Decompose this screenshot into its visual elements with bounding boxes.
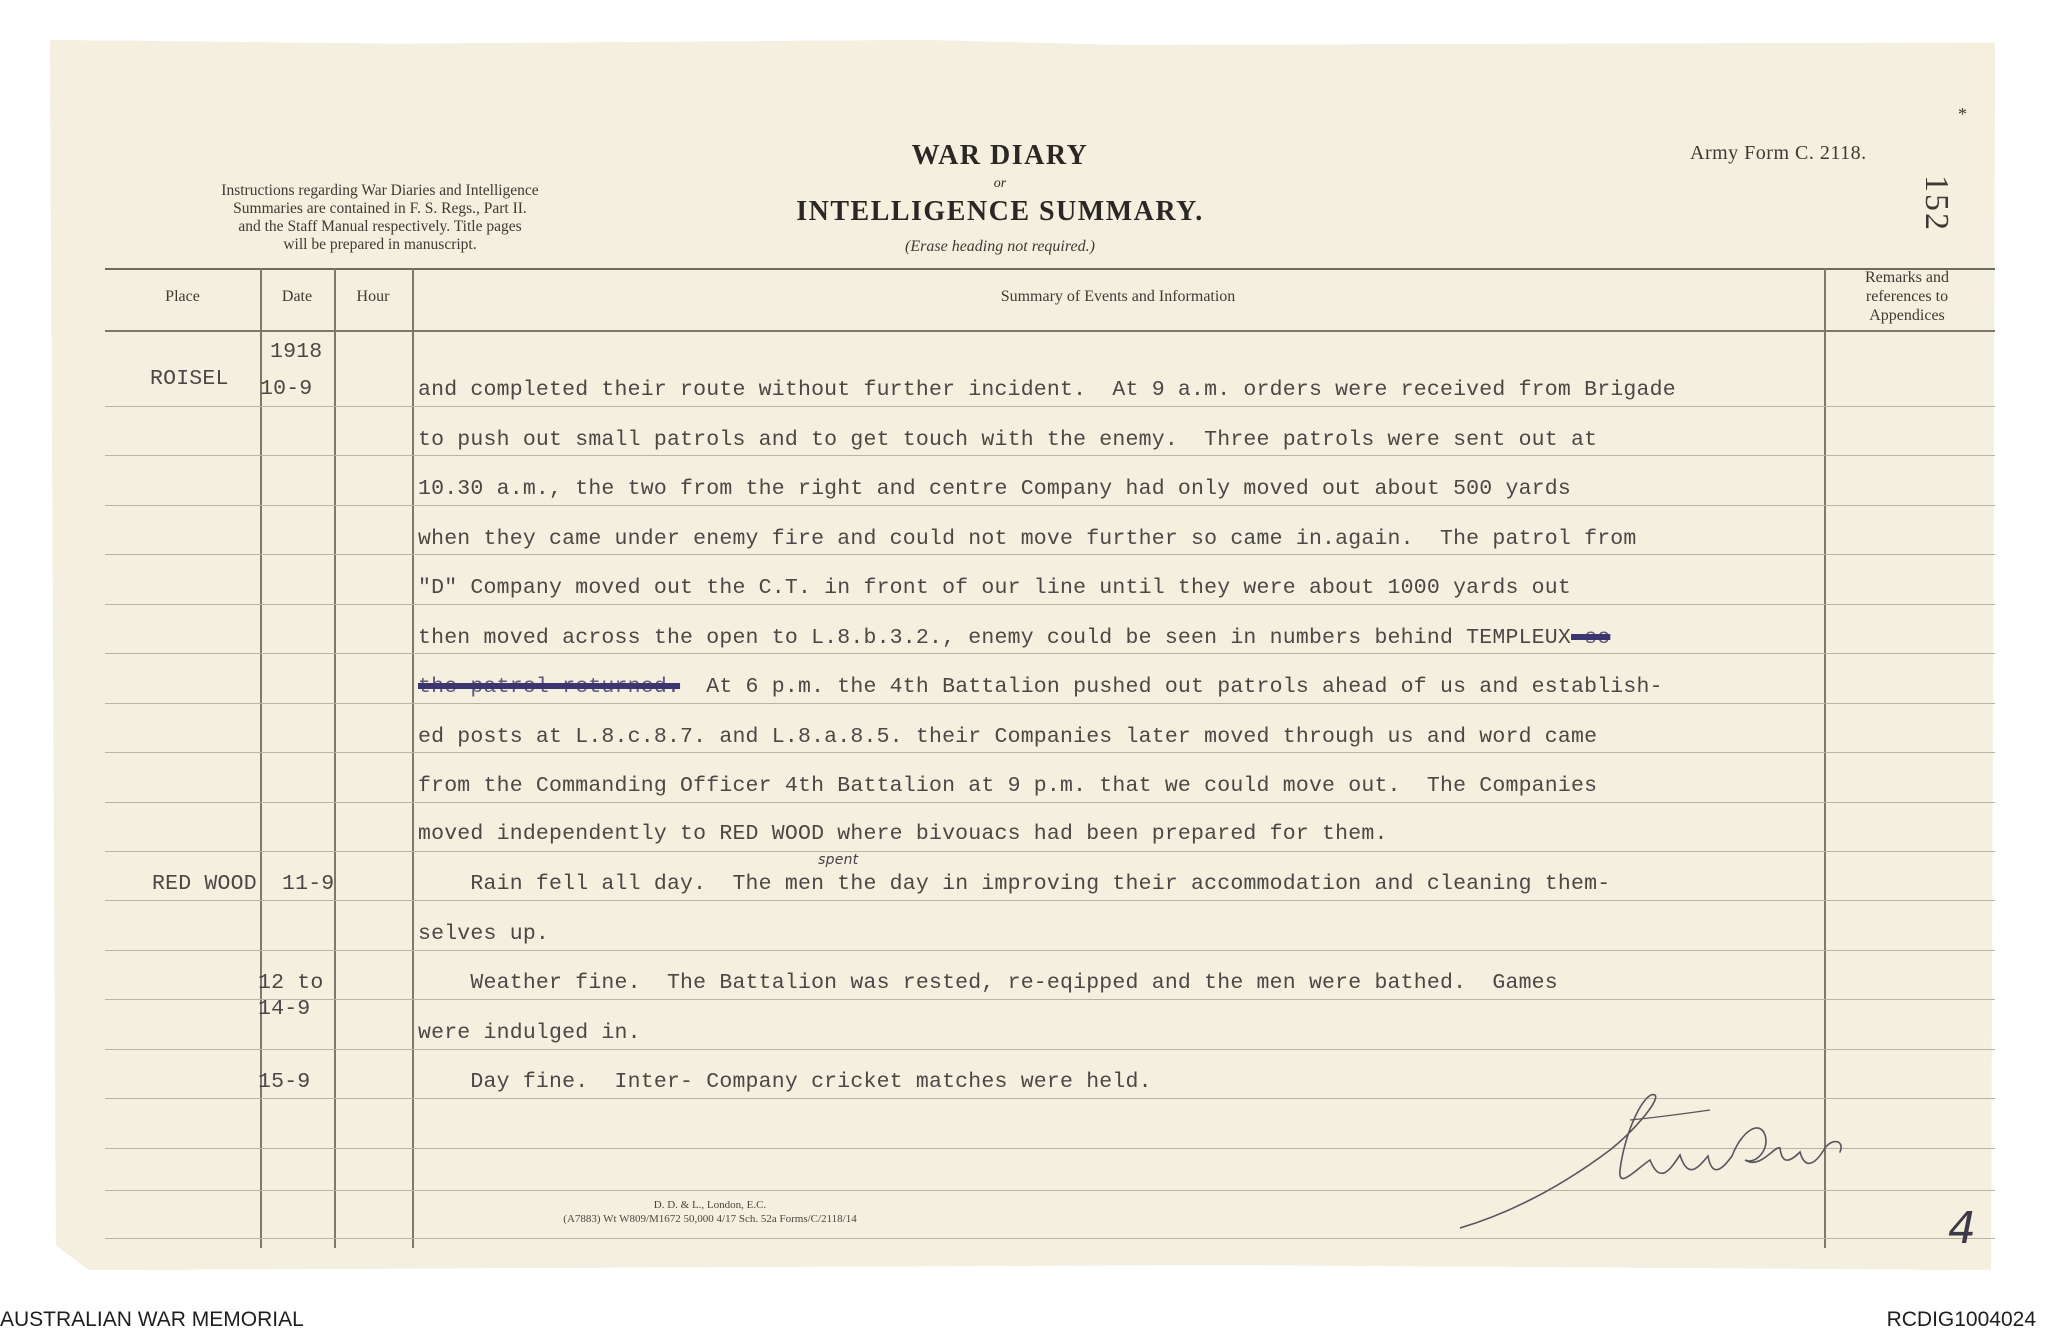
summary-line: moved independently to RED WOOD where bivouacs had been prepared for them. [418,822,1388,846]
footer-archive: AUSTRALIAN WAR MEMORIAL [0,1308,304,1331]
col-header-date: Date [281,288,313,305]
summary-line: Weather fine. The Battalion was rested, re-eqipped and the men were bathed. Games [418,971,1558,995]
entry-date: 10-9 [260,377,313,401]
page-number: 152 [1918,175,1955,232]
summary-line-text: At 6 p.m. the 4th Battalion pushed out patrols ahead of us and establish- [680,675,1663,699]
struck-text: the patrol returned. [418,675,681,699]
page-mark: 4 [1948,1203,1976,1254]
entry-date: 11-9 [282,872,335,896]
row-rule [105,851,1995,852]
col-rule-summary [412,268,414,1248]
summary-line-text: then moved across the open to L.8.b.3.2., enemy could be seen in numbers behind TEMPLEUX [418,626,1571,650]
table-top-rule [105,268,1995,270]
printer-imprint [490,1198,930,1226]
imprint-line: D. D. & L., London, E.C. [653,1199,767,1211]
struck-text: so [1571,626,1611,650]
instructions-line: Summaries are contained in F. S. Regs., Part II. [233,200,527,217]
army-form-number: Army Form C. 2118. [1690,142,1867,164]
row-rule [105,1049,1995,1050]
summary-line: selves up. [418,922,550,946]
handwritten-insert: spent [818,852,859,868]
summary-line [418,852,1611,896]
row-rule [105,703,1995,704]
row-rule [105,900,1995,901]
summary-line-text: the day in improving their accommodation and cleaning them- [824,872,1611,896]
imprint-line: (A7883) Wt W809/M1672 50,000 4/17 Sch. 52a Forms/C/2118/14 [563,1213,857,1225]
row-rule [105,604,1995,605]
entry-place: ROISEL [150,367,229,391]
summary-line: when they came under enemy fire and could not move further so came in.again. The patrol from [418,527,1637,551]
entry-date-year: 1918 [270,340,323,364]
summary-line: from the Commanding Officer 4th Battalion at 9 p.m. that we could move out. The Companies [418,774,1598,798]
instructions-line: Instructions regarding War Diaries and Intelligence [221,182,539,199]
header-bottom-rule [105,330,1995,332]
row-rule [105,950,1995,951]
col-rule-date [260,268,262,1248]
summary-line: Day fine. Inter- Company cricket matches were held. [418,1070,1152,1094]
summary-line: ed posts at L.8.c.8.7. and L.8.a.8.5. their Companies later moved through us and word came [418,725,1598,749]
instructions-line: and the Staff Manual respectively. Title pages [238,218,522,235]
row-rule [105,554,1995,555]
entry-place: RED WOOD [152,872,257,896]
row-rule [105,802,1995,803]
col-header-place: Place [165,288,200,305]
col-rule-hour [334,268,336,1248]
summary-line-text: Rain fell all day. The men [418,872,825,896]
entry-date: 15-9 [258,1070,311,1094]
summary-line: were indulged in. [418,1021,641,1045]
summary-line: to push out small patrols and to get touch with the enemy. Three patrols were sent out at [418,428,1598,452]
entry-date: 14-9 [258,997,311,1021]
summary-line: and completed their route without further incident. At 9 a.m. orders were received from Brigade [418,378,1676,402]
footer-record-id: RCDIG1004024 [1886,1308,2036,1331]
entry-date: 12 to [258,971,324,995]
title-war-diary: WAR DIARY [911,140,1089,171]
row-rule [105,653,1995,654]
col-header-summary: Summary of Events and Information [1000,288,1236,305]
col-header-hour: Hour [356,288,390,305]
corner-mark: * [1958,104,1967,124]
row-rule [105,999,1995,1000]
instructions-line: will be prepared in manuscript. [283,236,477,253]
row-rule [105,406,1995,407]
row-rule [105,455,1995,456]
col-header-remarks: Remarks and references to Appendices [1865,269,1949,324]
signature-mark [1460,1090,1850,1240]
title-or: or [993,176,1007,191]
summary-line: 10.30 a.m., the two from the right and centre Company had only moved out about 500 yards [418,477,1571,501]
title-intelligence-summary: INTELLIGENCE SUMMARY. [796,196,1204,227]
row-rule [105,505,1995,506]
instructions-note [150,182,610,254]
erase-heading-note: (Erase heading not required.) [905,238,1095,255]
summary-line [418,675,1663,699]
summary-line: "D" Company moved out the C.T. in front of our line until they were about 1000 yards out [418,576,1571,600]
row-rule [105,752,1995,753]
summary-line [418,626,1610,650]
